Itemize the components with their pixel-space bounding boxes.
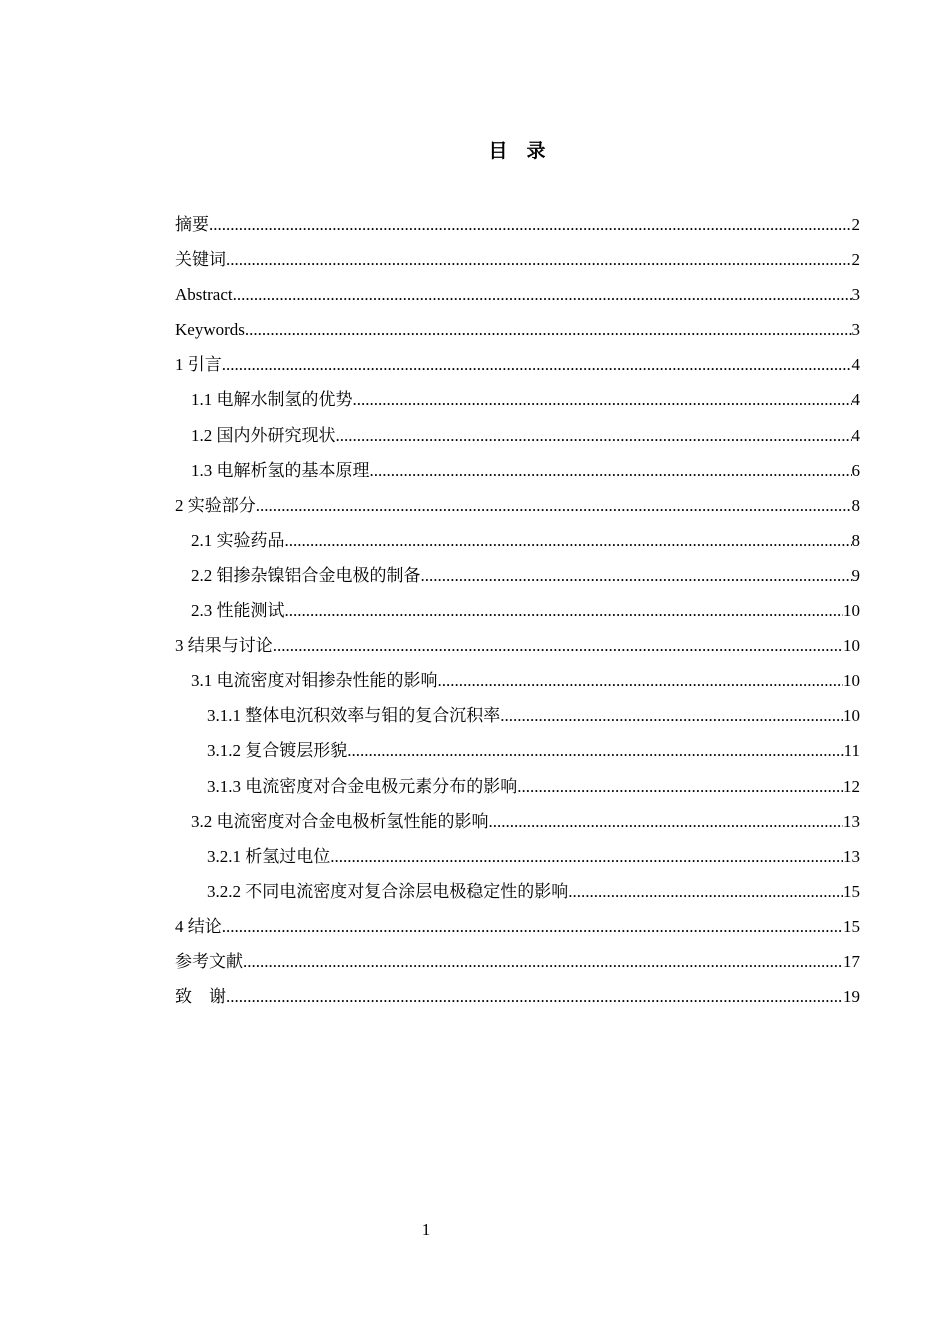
toc-dot-leader (500, 698, 843, 733)
toc-page-number: 4 (851, 425, 860, 445)
toc-page-number: 13 (843, 846, 860, 866)
toc-entry-text: 4 结论 (175, 916, 222, 936)
toc-dot-leader (421, 558, 852, 593)
toc-page-number: 19 (843, 987, 860, 1007)
toc-entry[interactable] (175, 418, 860, 453)
toc-dot-leader (517, 769, 843, 804)
toc-dot-leader (285, 593, 844, 628)
toc-dot-leader (226, 979, 843, 1014)
toc-dot-leader (489, 804, 844, 839)
toc-entry-text: Keywords (175, 320, 245, 340)
toc-entry-text: 2.3 性能测试 (191, 601, 285, 621)
toc-dot-leader (226, 242, 852, 277)
toc-entry-text: 1.3 电解析氢的基本原理 (191, 460, 370, 480)
toc-entry[interactable] (175, 207, 860, 242)
toc-page-number: 10 (843, 601, 860, 621)
toc-page-number: 2 (851, 250, 860, 270)
toc-page-number: 10 (843, 636, 860, 656)
toc-entry[interactable] (175, 839, 860, 874)
toc-page-number: 3 (851, 320, 860, 340)
toc-dot-leader (568, 874, 843, 909)
toc-entry[interactable] (175, 804, 860, 839)
toc-page-number: 8 (851, 530, 860, 550)
toc-entry[interactable] (175, 242, 860, 277)
toc-entry[interactable] (175, 488, 860, 523)
toc-entry[interactable] (175, 663, 860, 698)
toc-entry-text: 致 谢 (175, 987, 226, 1007)
toc-entry[interactable] (175, 453, 860, 488)
toc-page-number: 10 (843, 671, 860, 691)
toc-title: 目 录 (488, 141, 546, 162)
toc-entry[interactable] (175, 523, 860, 558)
toc-dot-leader (243, 944, 843, 979)
toc-entry[interactable] (175, 733, 860, 768)
toc-entry-text: 2.2 钼掺杂镍铝合金电极的制备 (191, 565, 421, 585)
toc-page-number: 12 (843, 776, 860, 796)
toc-entry-text: 3.1 电流密度对钼掺杂性能的影响 (191, 671, 438, 691)
toc-entry-text: 摘要 (175, 215, 209, 234)
toc-entry[interactable] (175, 979, 860, 1014)
toc-dot-leader (347, 733, 843, 768)
toc-page-number: 15 (843, 881, 860, 901)
toc-entry-text: 关键词 (175, 250, 226, 270)
toc-page-number: 2 (851, 215, 860, 234)
toc-dot-leader (336, 418, 852, 453)
toc-entry[interactable] (175, 909, 860, 944)
toc-entry-text: 3.2.2 不同电流密度对复合涂层电极稳定性的影响 (207, 881, 569, 901)
toc-entry[interactable] (175, 593, 860, 628)
toc-entry[interactable] (175, 347, 860, 382)
toc-dot-leader (233, 277, 852, 312)
toc-dot-leader (370, 453, 852, 488)
toc-page-number: 4 (851, 390, 860, 410)
toc-entry-text: 3.1.2 复合镀层形貌 (207, 741, 348, 761)
toc-entry-text: 1 引言 (175, 355, 222, 375)
toc-entry-text: 参考文献 (175, 951, 243, 971)
toc-entry[interactable] (175, 944, 860, 979)
toc-dot-leader (256, 488, 852, 523)
toc-entry[interactable] (175, 277, 860, 312)
toc-dot-leader (285, 523, 852, 558)
toc-dot-leader (353, 382, 852, 417)
toc-entry-text: Abstract (175, 285, 233, 305)
page-number: 1 (421, 1220, 431, 1239)
toc-page-number: 17 (843, 951, 860, 971)
toc-dot-leader (245, 312, 852, 347)
toc-page-number: 13 (843, 811, 860, 831)
toc-entry-text: 1.1 电解水制氢的优势 (191, 390, 353, 410)
toc-page-number: 8 (851, 495, 860, 515)
toc-entry-text: 3.2.1 析氢过电位 (207, 846, 331, 866)
toc-page-number: 15 (843, 916, 860, 936)
toc-entry-text: 3.1.1 整体电沉积效率与钼的复合沉积率 (207, 706, 501, 726)
toc-entry[interactable] (175, 312, 860, 347)
toc-entry-text: 2.1 实验药品 (191, 530, 285, 550)
toc-page-number: 4 (851, 355, 860, 375)
toc-dot-leader (222, 909, 843, 944)
toc-entry[interactable] (175, 769, 860, 804)
toc-entry-text: 3 结果与讨论 (175, 636, 273, 656)
toc-page-number: 10 (843, 706, 860, 726)
toc-entry[interactable] (175, 558, 860, 593)
toc-dot-leader (330, 839, 843, 874)
toc-entry-text: 3.2 电流密度对合金电极析氢性能的影响 (191, 811, 489, 831)
toc-page-number: 6 (851, 460, 860, 480)
toc-page-number: 9 (851, 565, 860, 585)
toc-dot-leader (438, 663, 844, 698)
toc-dot-leader (273, 628, 843, 663)
toc-dot-leader (209, 207, 852, 242)
toc-entry[interactable] (175, 698, 860, 733)
toc-entry-text: 3.1.3 电流密度对合金电极元素分布的影响 (207, 776, 518, 796)
toc-page-number: 11 (843, 741, 860, 761)
toc-entry-text: 1.2 国内外研究现状 (191, 425, 336, 445)
toc-entry[interactable] (175, 628, 860, 663)
toc-entry[interactable] (175, 382, 860, 417)
toc-dot-leader (222, 347, 852, 382)
toc-page-number: 3 (851, 285, 860, 305)
table-of-contents (175, 207, 860, 1014)
toc-entry-text: 2 实验部分 (175, 495, 256, 515)
toc-entry[interactable] (175, 874, 860, 909)
